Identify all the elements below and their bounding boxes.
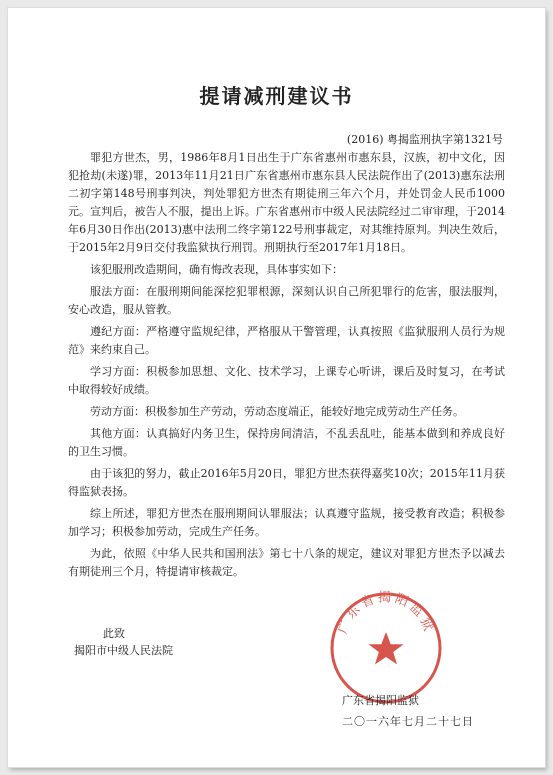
signature-date: 二〇一六年七月二十七日 <box>342 715 474 728</box>
official-seal <box>326 588 446 708</box>
paragraph-awards: 由于该犯的努力，截止2016年5月20日，罪犯方世杰获得嘉奖10次；2015年11月获得监狱表扬。 <box>68 467 505 498</box>
seal-text: 广东省揭阳监狱 <box>335 590 437 637</box>
document-number: (2016) 粤揭监刑执字第1321号 <box>346 133 503 146</box>
paragraph-recommendation: 为此，依照《中华人民共和国刑法》第七十八条的规定，建议对罪犯方世杰予以减去有期徒刑三个月，特提请审核裁定。 <box>68 547 505 578</box>
document-body <box>68 149 505 585</box>
paragraph-labor: 劳动方面：积极参加生产劳动，劳动态度端正，能较好地完成劳动生产任务。 <box>90 405 464 418</box>
signature-organization: 广东省揭阳监狱 <box>342 694 419 707</box>
paragraph-study: 学习方面：积极参加思想、文化、技术学习，上课专心听讲，课后及时复习，在考试中取得较好成绩。 <box>68 365 505 396</box>
paragraph-facts: 罪犯方世杰，男，1986年8月1日出生于广东省惠州市惠东县，汉族，初中文化，因犯抢劫(未遂)罪，2013年11月21日广东省惠州市惠东县人民法院作出了(2013)惠东法刑二初字第148号刑事判决，判处罪犯方世杰有期徒刑三年六个月，并处罚金人民币1000元。宣判后，被告人不服，提出上诉。广东省惠州市中级人民法院经过二审审理，于2014年6月30日作出(2013)惠中法刑二终字第122号刑事裁定，对其维持原判。判决生效后，于2015年2月9日交付我监狱执行刑罚。刑期执行至2017年1月18日。 <box>68 151 505 254</box>
svg-text:广东省揭阳监狱 <box>336 590 438 637</box>
paragraph-obedience: 服法方面：在服刑期间能深挖犯罪根源，深刻认识自己所犯罪行的危害，服法服判，安心改造，服从管教。 <box>68 285 505 316</box>
paragraph-summary: 综上所述，罪犯方世杰在服刑期间认罪服法；认真遵守监规，接受教育改造；积极参加学习；积极参加劳动，完成生产任务。 <box>68 507 505 538</box>
document-title: 提请减刑建议书 <box>199 84 354 108</box>
seal-star-icon <box>368 632 403 664</box>
closing-salutation: 此致 <box>103 627 125 640</box>
paragraph-discipline: 遵纪方面：严格遵守监规纪律，严格服从干警管理，认真按照《监狱服刑人员行为规范》来约束自己。 <box>68 325 505 356</box>
paragraph-other: 其他方面：认真搞好内务卫生，保持房间清洁，不乱丢乱吐，能基本做到和养成良好的卫生习惯。 <box>68 427 505 458</box>
document-page <box>8 8 545 767</box>
closing-recipient: 揭阳市中级人民法院 <box>74 644 173 657</box>
paragraph-intro: 该犯服刑改造期间，确有悔改表现，具体事实如下： <box>90 263 343 276</box>
